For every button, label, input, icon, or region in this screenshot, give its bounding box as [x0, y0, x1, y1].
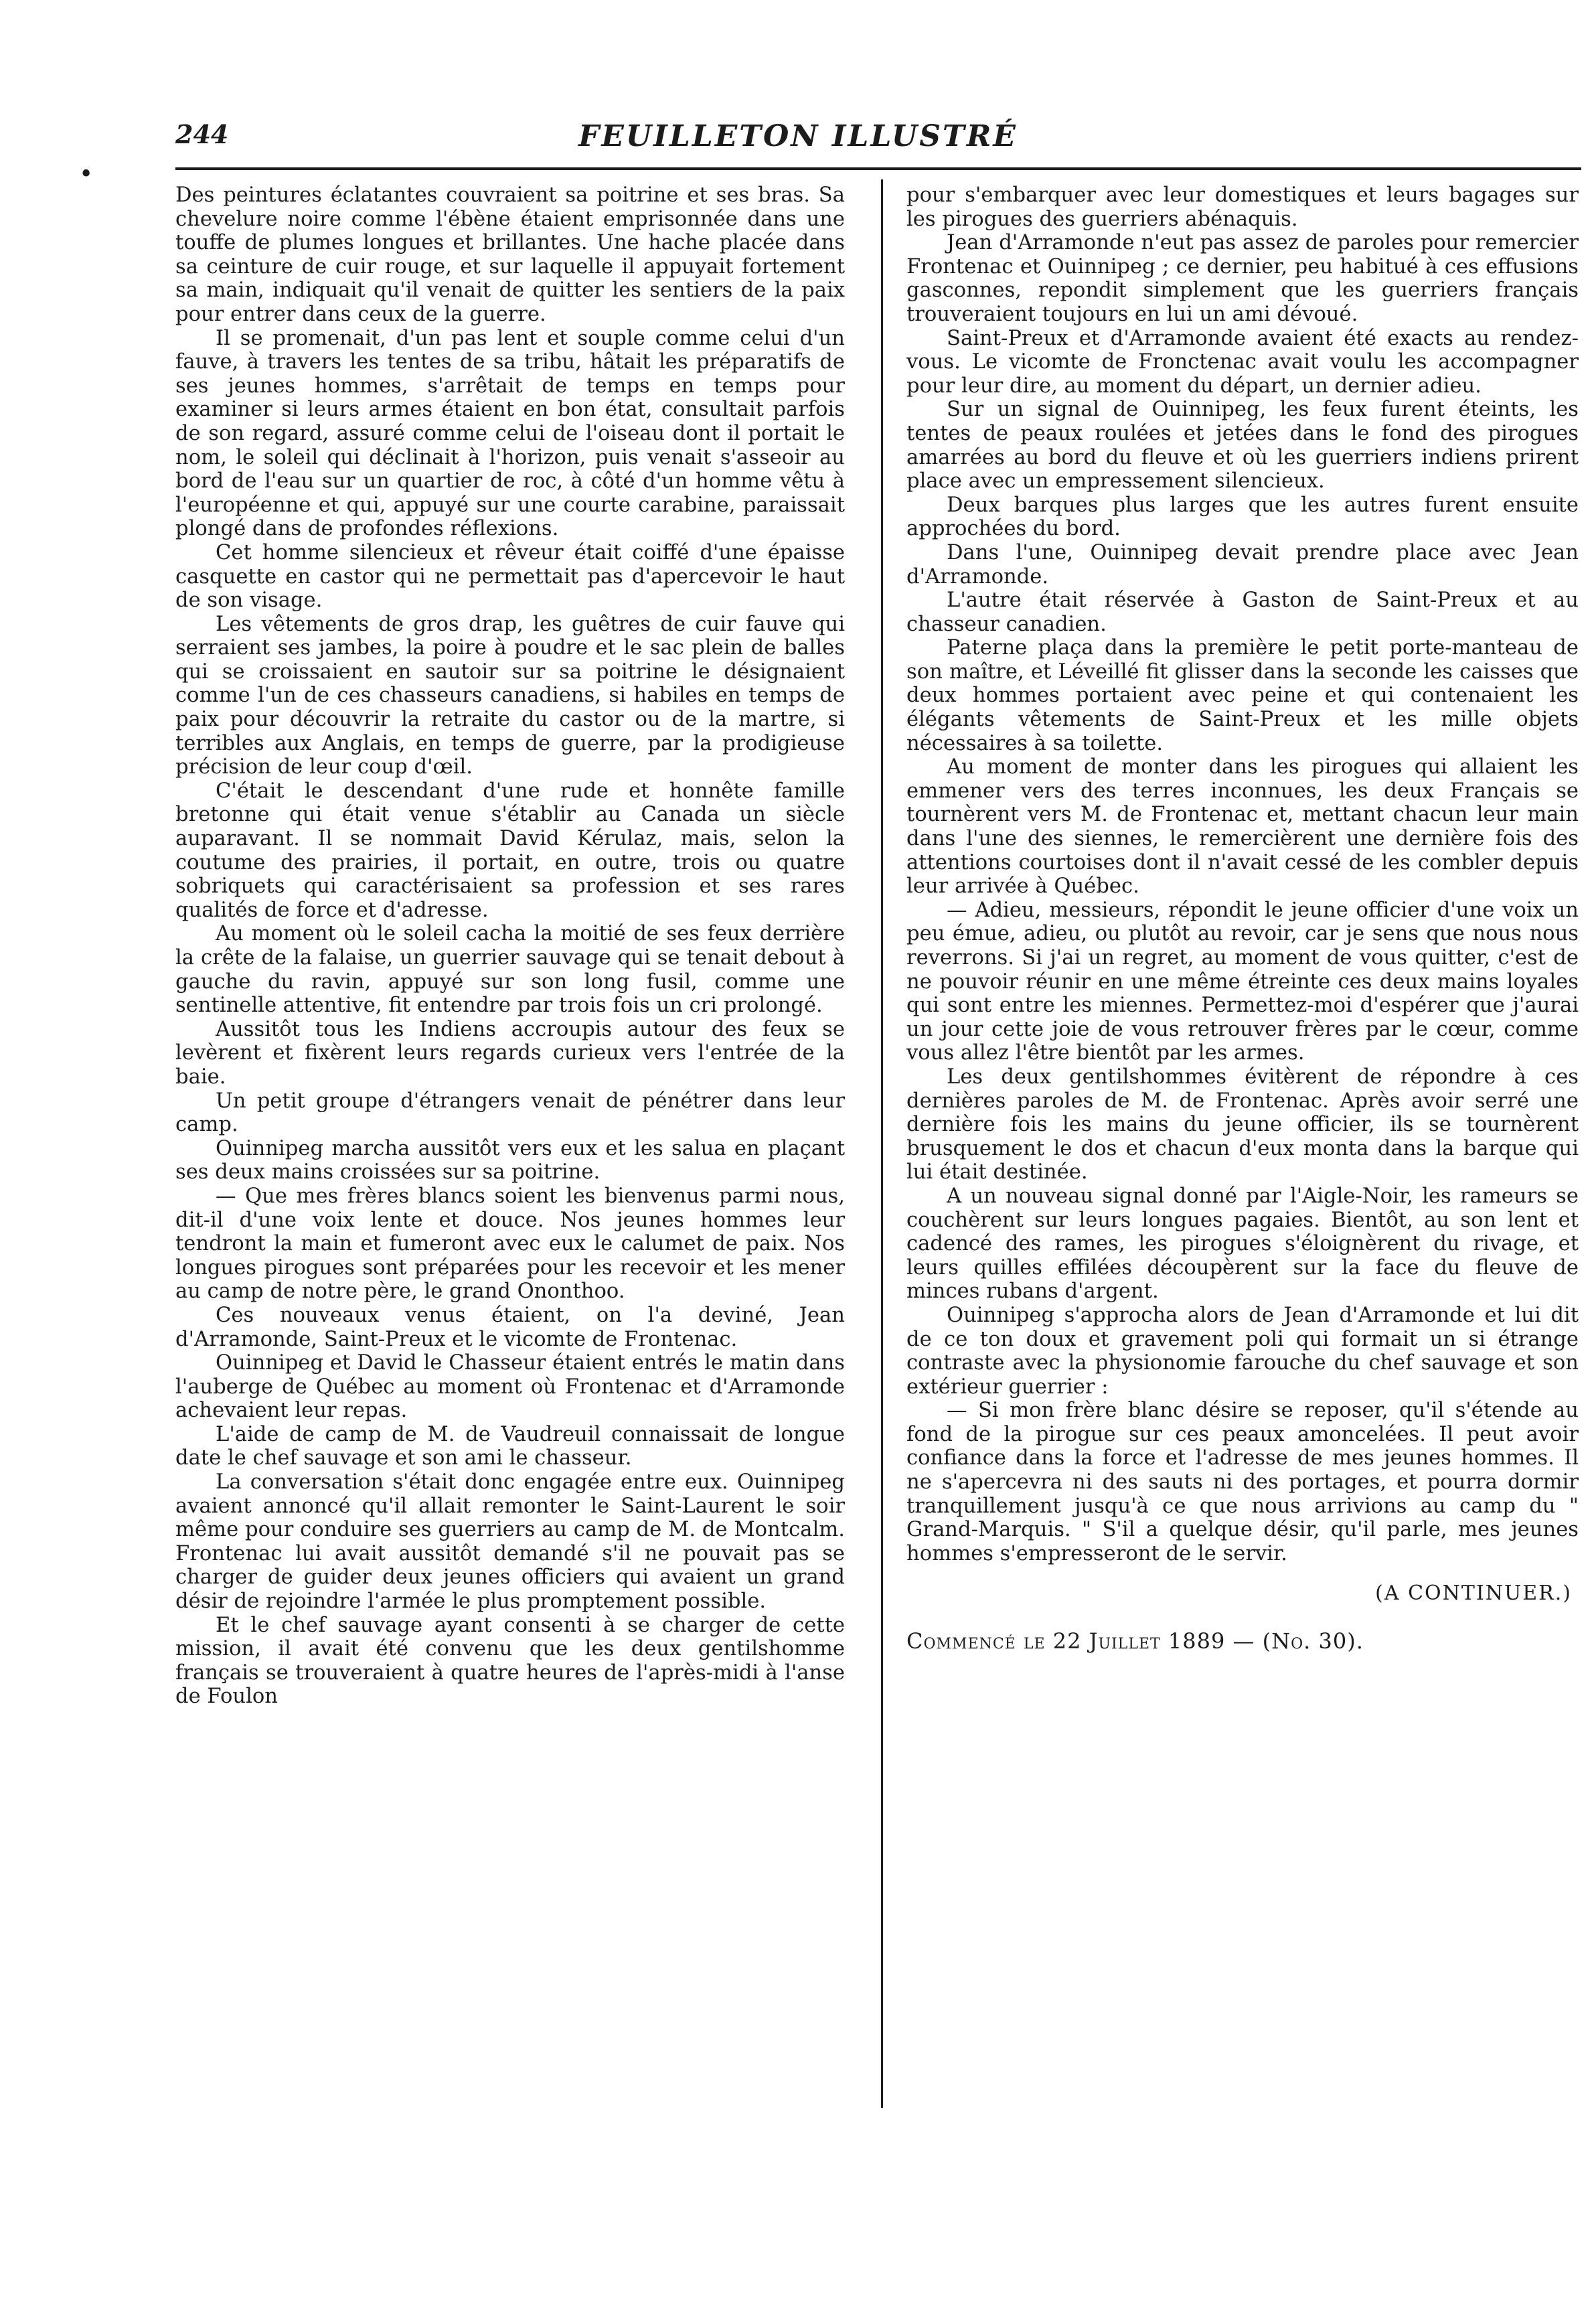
to-be-continued: (A CONTINUER.) [1375, 1582, 1572, 1606]
paragraph: Des peintures éclatantes couvraient sa poitrine et ses bras. Sa chevelure noire comme l'ébène étaient emprisonnée dans une touffe de plumes longues et brillantes. Une hache placée dans sa ceinture de cuir rouge, et sur laquelle il appuyait fortement sa main, indiquait qu'il venait de quitter les sentiers de la paix pour entrer dans ceux de la guerre. [175, 183, 845, 326]
paragraph: Ouinnipeg marcha aussitôt vers eux et les salua en plaçant ses deux mains croissées sur sa poitrine. [175, 1136, 845, 1184]
paragraph: — Que mes frères blancs soient les bienvenus parmi nous, dit-il d'une voix lente et douce. Nos jeunes hommes leur tendront la main et fumeront avec eux le calumet de paix. Nos longues pirogues sont préparées pour les recevoir et les mener au camp de notre père, le grand Ononthoo. [175, 1184, 845, 1304]
paragraph: Saint-Preux et d'Arramonde avaient été exacts au rendez-vous. Le vicomte de Fronctenac avait voulu les accompagner pour leur dire, au moment du départ, un dernier adieu. [906, 326, 1579, 398]
serial-start-note: Commencé le 22 Juillet 1889 — (No. 30). [906, 1628, 1364, 1654]
paragraph: Deux barques plus larges que les autres furent ensuite approchées du bord. [906, 493, 1579, 541]
paragraph: Dans l'une, Ouinnipeg devait prendre place avec Jean d'Arramonde. [906, 540, 1579, 589]
paragraph: Il se promenait, d'un pas lent et souple comme celui d'un fauve, à travers les tentes de sa tribu, hâtait les préparatifs de ses jeunes hommes, s'arrêtait de temps en temps pour examiner si leurs armes étaient en bon état, consultait parfois de son regard, assuré comme celui de l'oiseau dont il portait le nom, le soleil qui déclinait à l'horizon, puis venait s'asseoir au bord de l'eau sur un quartier de roc, à côté d'un homme vêtu à l'européenne et qui, appuyé sur une courte carabine, paraissait plongé dans de profondes réflexions. [175, 326, 845, 541]
paragraph: — Adieu, messieurs, répondit le jeune officier d'une voix un peu émue, adieu, ou plutôt au revoir, car je sens que nous nous reverrons. Si j'ai un regret, au moment de vous quitter, c'est de ne pouvoir réunir en une même étreinte ces deux mains loyales qui sont entre les miennes. Permettez-moi d'espérer que j'aurai un jour cette joie de vous retrouver frères par le cœur, comme vous allez l'être bientôt par les armes. [906, 898, 1579, 1065]
paragraph: pour s'embarquer avec leur domestiques et leurs bagages sur les pirogues des guerriers abénaquis. [906, 183, 1579, 231]
paragraph: Ouinnipeg et David le Chasseur étaient entrés le matin dans l'auberge de Québec au moment où Frontenac et d'Arramonde achevaient leur repas. [175, 1351, 845, 1423]
paragraph: Aussitôt tous les Indiens accroupis autour des feux se levèrent et fixèrent leurs regards curieux vers l'entrée de la baie. [175, 1017, 845, 1089]
paragraph: L'aide de camp de M. de Vaudreuil connaissait de longue date le chef sauvage et son ami le chasseur. [175, 1422, 845, 1470]
paragraph: La conversation s'était donc engagée entre eux. Ouinnipeg avaient annoncé qu'il allait remonter le Saint-Laurent le soir même pour conduire ses guerriers au camp de M. de Montcalm. Frontenac lui avait aussitôt demandé s'il ne pouvait pas se charger de guider deux jeunes officiers qui avaient un grand désir de rejoindre l'armée le plus promptement possible. [175, 1470, 845, 1614]
paragraph: Et le chef sauvage ayant consenti à se charger de cette mission, il avait été convenu que les deux gentilshomme français se trouveraient à quatre heures de l'après-midi à l'anse de Foulon [175, 1613, 845, 1709]
left-column [175, 183, 845, 1709]
paragraph: C'était le descendant d'une rude et honnête famille bretonne qui était venue s'établir au Canada un siècle auparavant. Il se nommait David Kérulaz, mais, selon la coutume des prairies, il portait, en outre, trois ou quatre sobriquets qui caractérisaient sa profession et ses rares qualités de force et d'adresse. [175, 779, 845, 922]
paragraph: Ouinnipeg s'approcha alors de Jean d'Arramonde et lui dit de ce ton doux et gravement poli qui formait un si étrange contraste avec la physionomie farouche du chef sauvage et son extérieur guerrier : [906, 1303, 1579, 1399]
header-rule [175, 167, 1581, 170]
paragraph: Ces nouveaux venus étaient, on l'a deviné, Jean d'Arramonde, Saint-Preux et le vicomte de Frontenac. [175, 1303, 845, 1351]
right-column [906, 183, 1579, 1654]
paragraph: A un nouveau signal donné par l'Aigle-Noir, les rameurs se couchèrent sur leurs longues pagaies. Bientôt, au son lent et cadencé des rames, les pirogues s'éloignèrent du rivage, et leurs quilles effilées découpèrent sur la face du fleuve de minces rubans d'argent. [906, 1184, 1579, 1304]
paragraph: Les vêtements de gros drap, les guêtres de cuir fauve qui serraient ses jambes, la poire à poudre et le sac plein de balles qui se croissaient en sautoir sur sa poitrine le désignaient comme l'un de ces chasseurs canadiens, si habiles en temps de paix pour découvrir la retraite du castor ou de la martre, si terribles aux Anglais, en temps de guerre, par la prodigieuse précision de leur coup d'œil. [175, 612, 845, 779]
paragraph: Paterne plaça dans la première le petit porte-manteau de son maître, et Léveillé fit glisser dans la seconde les caisses que deux hommes portaient avec peine et qui contenaient les élégants vêtements de Saint-Preux et les mille objets nécessaires à sa toilette. [906, 636, 1579, 755]
paragraph: — Si mon frère blanc désire se reposer, qu'il s'étende au fond de la pirogue sur ces peaux amoncelées. Il peut avoir confiance dans la force et l'adresse de mes jeunes hommes. Il ne s'apercevra ni des sauts ni des portages, et pourra dormir tranquillement jusqu'à ce que nous arrivions au camp du " Grand-Marquis. " S'il a quelque désir, qu'il parle, mes jeunes hommes s'empresseront de le servir. [906, 1399, 1579, 1565]
paragraph: Jean d'Arramonde n'eut pas assez de paroles pour remercier Frontenac et Ouinnipeg ; ce dernier, peu habitué à ces effusions gasconnes, repondit simplement que les guerriers français trouveraient toujours en lui un ami dévoué. [906, 231, 1579, 326]
paragraph: Au moment où le soleil cacha la moitié de ses feux derrière la crête de la falaise, un guerrier sauvage qui se tenait debout à gauche du ravin, appuyé sur son long fusil, comme une sentinelle attentive, fit entendre par trois fois un cri prolongé. [175, 922, 845, 1018]
paragraph: L'autre était réservée à Gaston de Saint-Preux et au chasseur canadien. [906, 589, 1579, 636]
margin-bullet: • [79, 161, 94, 188]
page-number: 244 [175, 119, 229, 149]
paragraph: Sur un signal de Ouinnipeg, les feux furent éteints, les tentes de peaux roulées et jetées dans le fond des pirogues amarrées au bord du fleuve et où les guerriers indiens prirent place avec un empressement silencieux. [906, 398, 1579, 493]
paragraph: Au moment de monter dans les pirogues qui allaient les emmener vers des terres inconnues, les deux Français se tournèrent vers M. de Frontenac et, mettant chacun leur main dans l'une des siennes, le remercièrent une dernière fois des attentions courtoises dont il n'avait cessé de les combler depuis leur arrivée à Québec. [906, 755, 1579, 899]
paragraph: Cet homme silencieux et rêveur était coiffé d'une épaisse casquette en castor qui ne permettait pas d'apercevoir le haut de son visage. [175, 540, 845, 613]
paragraph: Les deux gentilshommes évitèrent de répondre à ces dernières paroles de M. de Frontenac. Après avoir serré une dernière fois les mains du jeune officier, ils se tournèrent brusquement le dos et chacun d'eux monta dans la barque qui lui était destinée. [906, 1065, 1579, 1184]
running-title: FEUILLETON ILLUSTRÉ [578, 119, 1018, 153]
column-divider [881, 179, 883, 2108]
paragraph: Un petit groupe d'étrangers venait de pénétrer dans leur camp. [175, 1089, 845, 1137]
